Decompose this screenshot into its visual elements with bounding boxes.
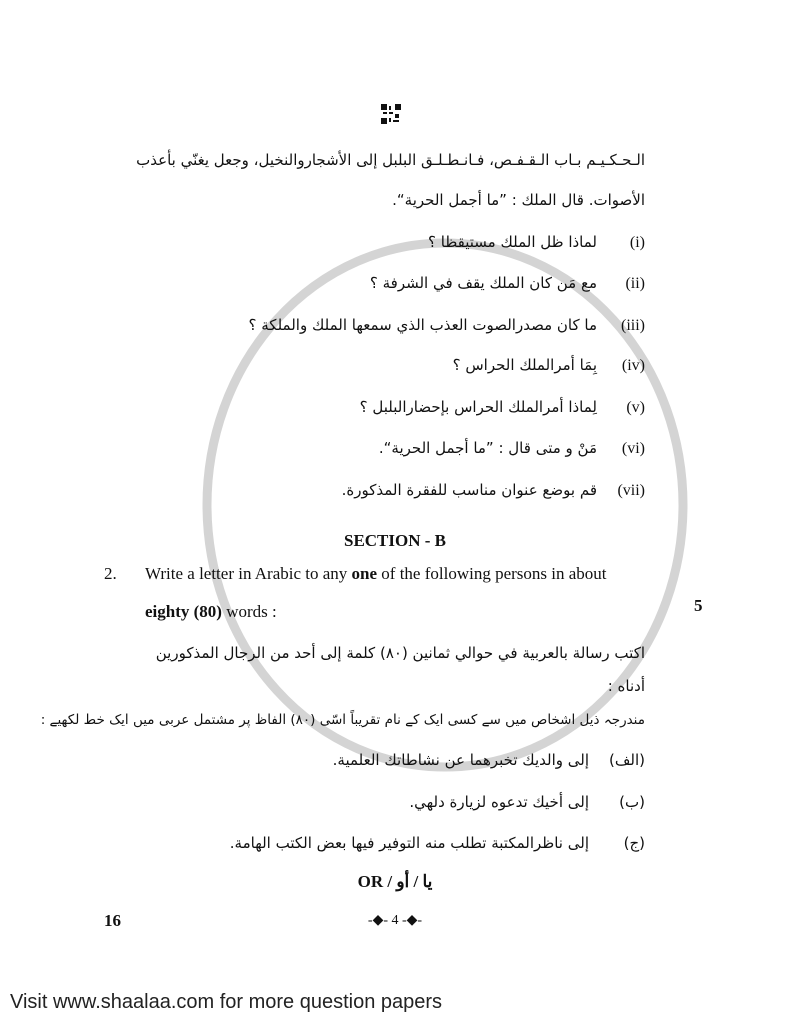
option-label: (ج)	[623, 834, 645, 852]
q2-english-line-1	[145, 564, 607, 584]
question-number: 2.	[104, 564, 117, 583]
question-item	[453, 355, 645, 376]
question-item	[249, 315, 645, 336]
question-item	[342, 480, 645, 501]
q2-arabic-line-1: اكتب رسالة بالعربية في حوالي ثمانين (٨٠) كلمة إلى أحد من الرجال المذكورين	[155, 644, 645, 662]
q2-urdu-line: مندرجہ ذیل اشخاص میں سے کسی ایک کے نام تقریباً اسّی (۸۰) الفاظ پر مشتمل عربی میں ایک خط لکھیے :	[40, 712, 645, 728]
question-label: (iii)	[621, 317, 645, 334]
text: words :	[221, 602, 277, 621]
question-text: مع مَن كان الملك يقف في الشرفة ؟	[369, 274, 597, 292]
text: Write a letter in Arabic to any	[145, 564, 352, 583]
or-divider: OR / يا / أو	[357, 872, 433, 891]
question-text: قم بوضع عنوان مناسب للفقرة المذكورة.	[341, 481, 597, 499]
text: of the following persons in about	[377, 564, 607, 583]
option-item	[230, 833, 645, 853]
emphasis: eighty (80)	[145, 602, 222, 621]
marks: 5	[694, 596, 703, 615]
question-text: لماذا ظل الملك مستيقظا ؟	[428, 233, 597, 251]
question-label: (v)	[626, 399, 645, 416]
q2-english-line-2	[145, 602, 277, 622]
section-title: SECTION - B	[343, 531, 447, 550]
option-label: (الف)	[609, 751, 645, 769]
question-label: (vi)	[621, 440, 645, 457]
page-code: 16	[104, 911, 121, 930]
option-item	[409, 792, 645, 812]
option-item	[333, 750, 645, 770]
question-label: (ii)	[625, 275, 645, 292]
question-item	[379, 438, 645, 459]
question-item	[370, 273, 645, 294]
footer-link-text[interactable]: Visit www.shaalaa.com for more question papers	[10, 991, 443, 1013]
option-text: إلى ناظرالمكتبة تطلب منه التوفير فيها بعض الكتب الهامة.	[229, 834, 589, 852]
option-text: إلى والديك تخبرهما عن نشاطاتك العلمية.	[332, 751, 589, 769]
question-item	[360, 397, 645, 418]
question-label: (iv)	[621, 357, 645, 374]
passage-line-1: الـحـكـيـم بـاب الـقـفـص، فـانـطـلـق البلبل إلى الأشجاروالنخيل، وجعل يغنّي بأعذب	[136, 151, 645, 169]
passage-line-2: الأصوات. قال الملك : ”ما أجمل الحرية“.	[392, 191, 645, 209]
question-text: ما كان مصدرالصوت العذب الذي سمعها الملك والملكة ؟	[248, 316, 597, 334]
emphasis: one	[351, 564, 378, 583]
qr-code-icon	[381, 104, 401, 124]
question-label: (vii)	[617, 482, 645, 499]
question-text: بِمَا أمرالملك الحراس ؟	[452, 356, 597, 374]
question-label: (i)	[629, 234, 645, 251]
option-text: إلى أخيك تدعوه لزيارة دلهي.	[409, 793, 589, 811]
question-text: مَنْ و متى قال : ”ما أجمل الحرية“.	[378, 439, 597, 457]
question-item	[428, 232, 645, 253]
option-label: (ب)	[619, 793, 645, 811]
page-number: -◆- 4 -◆-	[367, 913, 423, 928]
question-text: لِماذا أمرالملك الحراس بإحضارالبلبل ؟	[359, 398, 597, 416]
q2-arabic-line-2: أدناه :	[607, 677, 645, 695]
